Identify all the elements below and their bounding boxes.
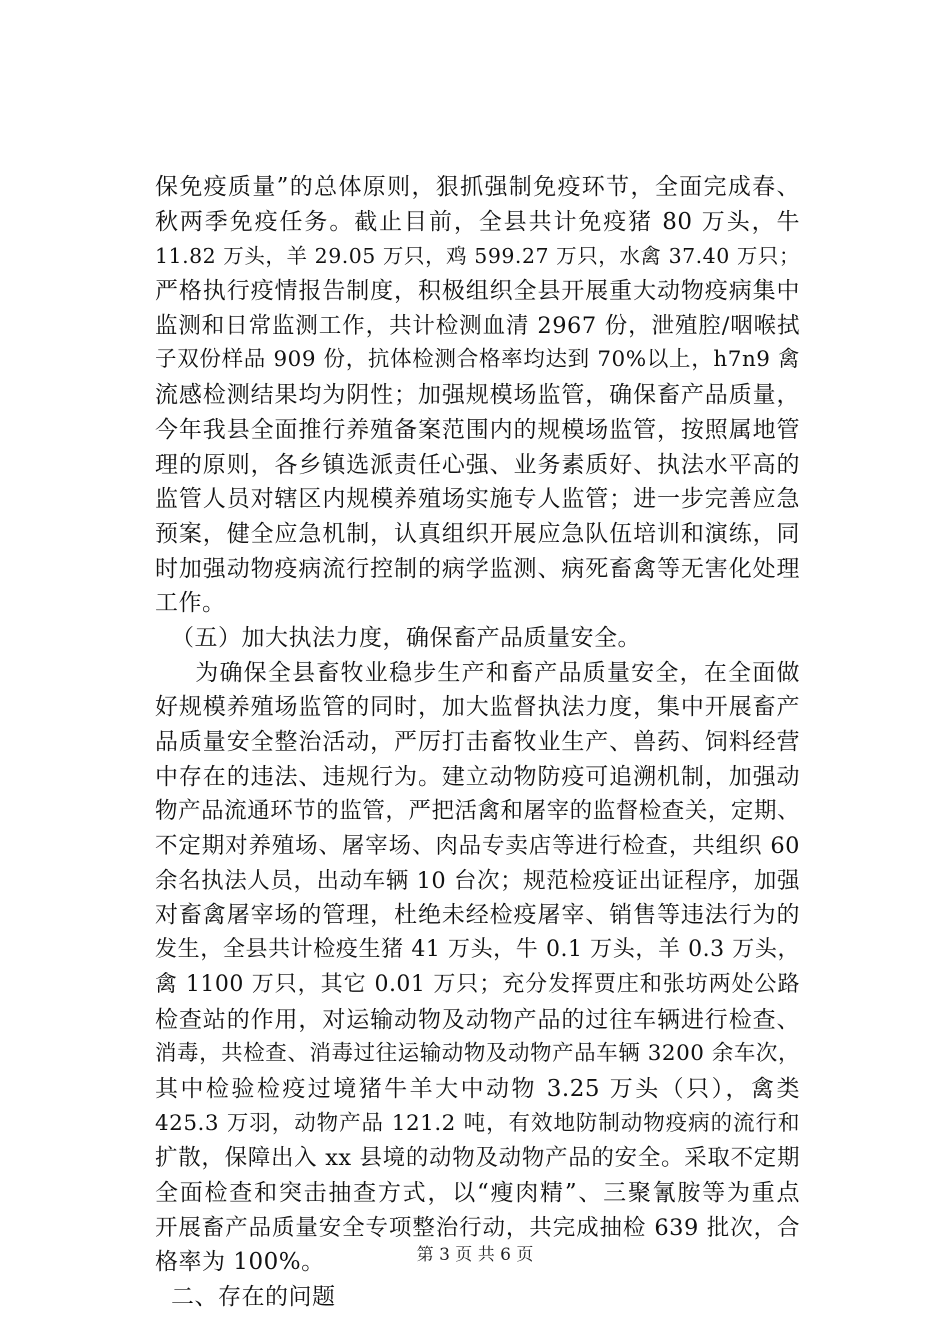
text-line: 物产品流通环节的监管，严把活禽和屠宰的监督检查关，定期、	[155, 798, 800, 825]
text-line: （五）加大执法力度，确保畜产品质量安全。	[171, 624, 641, 651]
text-line: 扩散，保障出入 xx 县境的动物及动物产品的安全。采取不定期	[155, 1145, 800, 1172]
text-line: 425.3 万羽，动物产品 121.2 吨，有效地防制动物疫病的流行和	[155, 1110, 800, 1136]
text-line: 开展畜产品质量安全专项整治行动，共完成抽检 639 批次，合	[155, 1214, 800, 1241]
text-line: 子双份样品 909 份，抗体检测合格率均达到 70%以上，h7n9 禽	[155, 347, 800, 373]
text-line: 为确保全县畜牧业稳步生产和畜产品质量安全，在全面做	[171, 659, 800, 686]
text-line: 禽 1100 万只，其它 0.01 万只；充分发挥贾庄和张坊两处公路	[155, 971, 800, 997]
text-line: 品质量安全整治活动，严厉打击畜牧业生产、兽药、饲料经营	[155, 729, 800, 755]
text-line: 发生，全县共计检疫生猪 41 万头，牛 0.1 万头，羊 0.3 万头，	[155, 937, 800, 963]
text-line: 流感检测结果均为阴性；加强规模场监管，确保畜产品质量，	[155, 382, 800, 409]
text-line: 监测和日常监测工作，共计检测血清 2967 份，泄殖腔/咽喉拭	[155, 312, 800, 339]
text-line: 理的原则，各乡镇选派责任心强、业务素质好、执法水平高的	[155, 451, 800, 478]
text-line: 秋两季免疫任务。截止目前，全县共计免疫猪 80 万头，牛	[155, 208, 800, 235]
text-line: 检查站的作用，对运输动物及动物产品的过往车辆进行检查、	[155, 1006, 800, 1033]
text-line: 11.82 万头，羊 29.05 万只，鸡 599.27 万只，水禽 37.40 万只；	[155, 244, 800, 269]
text-line: 其中检验检疫过境猪牛羊大中动物 3.25 万头（只），禽类	[155, 1075, 800, 1102]
text-line: 时加强动物疫病流行控制的病学监测、病死畜禽等无害化处理	[155, 555, 800, 582]
text-line: 预案，健全应急机制，认真组织开展应急队伍培训和演练，同	[155, 520, 800, 547]
text-line: 对畜禽屠宰场的管理，杜绝未经检疫屠宰、销售等违法行为的	[155, 902, 800, 929]
text-line: 格率为 100%。	[155, 1249, 325, 1276]
text-line: 好规模养殖场监管的同时，加大监督执法力度，集中开展畜产	[155, 694, 800, 721]
text-line: 保免疫质量”的总体原则，狠抓强制免疫环节，全面完成春、	[155, 174, 800, 200]
text-line: 全面检查和突击抽查方式，以“瘦肉精”、三聚氰胺等为重点	[155, 1179, 800, 1206]
page-footer: 第 3 页 共 6 页	[416, 1245, 534, 1265]
text-line: 严格执行疫情报告制度，积极组织全县开展重大动物疫病集中	[155, 278, 800, 305]
text-line: 消毒，共检查、消毒过往运输动物及动物产品车辆 3200 余车次，	[155, 1041, 800, 1067]
text-line: 监管人员对辖区内规模养殖场实施专人监管；进一步完善应急	[155, 486, 800, 513]
text-line: 中存在的违法、违规行为。建立动物防疫可追溯机制，加强动	[155, 763, 800, 790]
text-line: 二、存在的问题	[171, 1284, 336, 1310]
text-line: 余名执法人员，出动车辆 10 台次；规范检疫证出证程序，加强	[155, 867, 800, 894]
document-body	[155, 170, 800, 1315]
text-line: 不定期对养殖场、屠宰场、肉品专卖店等进行检查，共组织 60	[155, 833, 800, 860]
text-line: 今年我县全面推行养殖备案范围内的规模场监管，按照属地管	[155, 416, 800, 443]
text-line: 工作。	[155, 590, 226, 617]
